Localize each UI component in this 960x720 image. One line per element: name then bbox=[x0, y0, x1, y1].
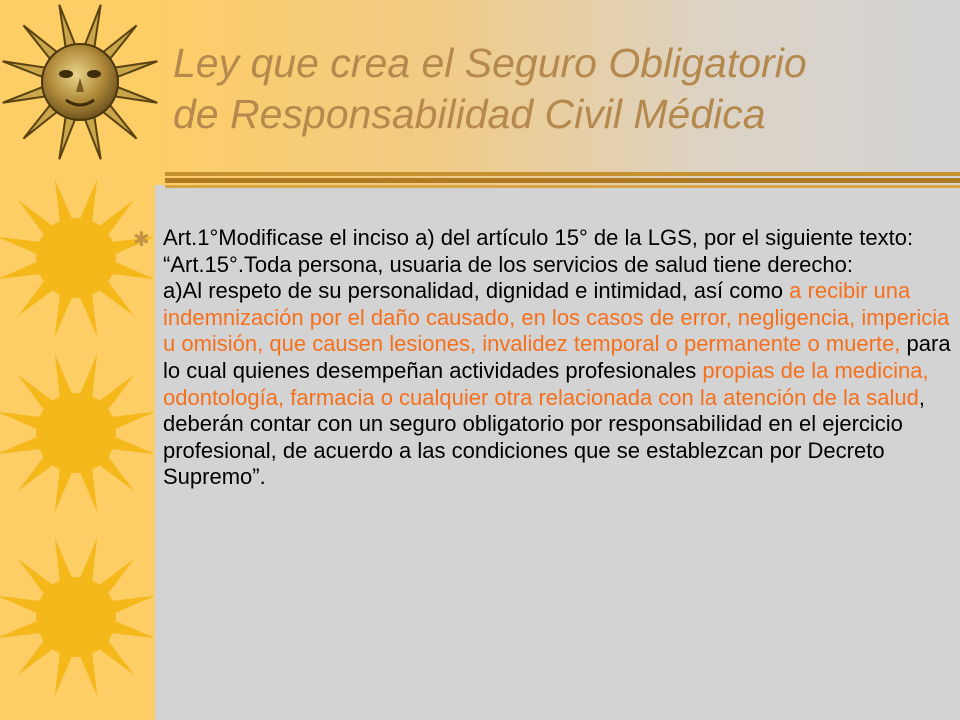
article-intro-text: Art.1°Modificase el inciso a) del artículo 15° de la LGS, por el siguiente texto: “Art.15°.Toda persona, usuaria de los servicios de salud tiene derecho: bbox=[163, 225, 914, 277]
sun-icon bbox=[0, 170, 160, 345]
sun-icon bbox=[0, 345, 160, 520]
slide-title bbox=[173, 38, 933, 140]
slide-title-line-1: Ley que crea el Seguro Obligatorio bbox=[173, 40, 807, 86]
title-divider bbox=[165, 170, 960, 190]
highlighted-indemnity-text: a recibir una indemnización por el daño causado, en los casos de error, negligencia, impericia u omisión, que causen lesiones, invalidez temporal o permanente o muerte, bbox=[163, 278, 950, 357]
clause-a-text: a)Al respeto de su personalidad, dignidad e intimidad, así como bbox=[163, 278, 790, 304]
body-paragraph bbox=[163, 225, 953, 491]
sun-icon bbox=[0, 525, 160, 710]
slide-title-line-2: de Responsabilidad Civil Médica bbox=[173, 91, 766, 137]
clause-a-continuation: para lo cual quienes desempeñan actividades profesionales bbox=[163, 331, 951, 383]
clause-a-conclusion: , deberán contar con un seguro obligatorio por responsabilidad en el ejercicio profesional, de acuerdo a las condiciones que se establezcan por Decreto Supremo”. bbox=[163, 384, 925, 490]
sun-face-icon bbox=[0, 0, 160, 170]
highlighted-professions-text: propias de la medicina, odontología, farmacia o cualquier otra relacionada con la atención de la salud bbox=[163, 357, 929, 410]
bullet-icon: ✱ bbox=[133, 229, 150, 251]
